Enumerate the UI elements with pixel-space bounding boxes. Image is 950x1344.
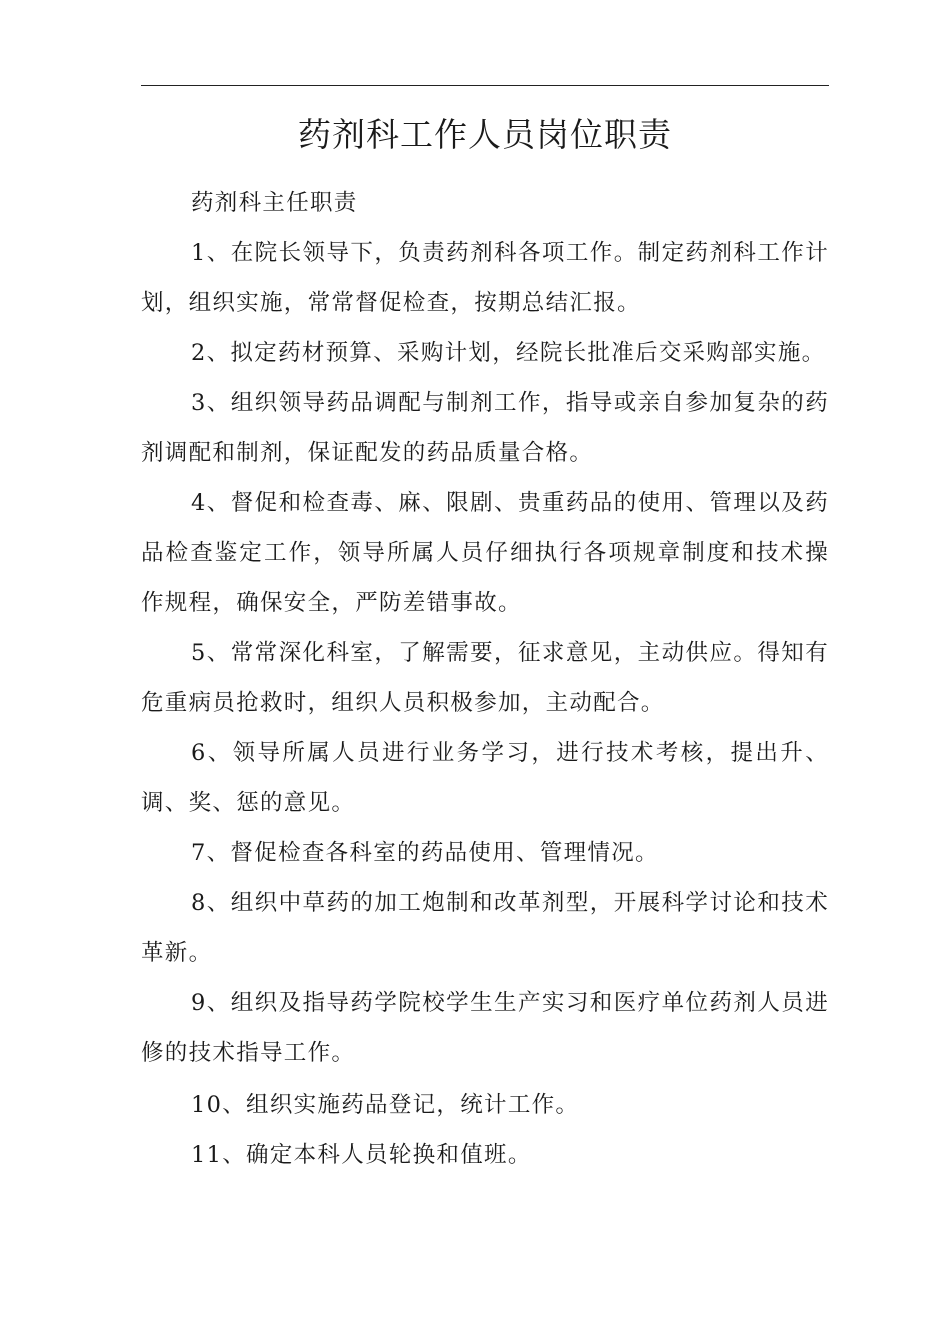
header-rule: [141, 85, 829, 86]
duty-item-7: 7、督促检查各科室的药品使用、管理情况。: [191, 840, 659, 866]
duty-item-1: 1、在院长领导下，负责药剂科各项工作。制定药剂科工作计划，组织实施，常常督促检查，按期总结汇报。: [141, 240, 829, 316]
duty-item-2: 2、拟定药材预算、采购计划，经院长批准后交采购部实施。: [191, 340, 826, 366]
duty-item-5: 5、常常深化科室，了解需要，征求意见，主动供应。得知有危重病员抢救时，组织人员积极参加，主动配合。: [141, 640, 829, 716]
duty-item-10: 10、组织实施药品登记，统计工作。: [191, 1092, 580, 1118]
document-title: 药剂科工作人员岗位职责: [298, 115, 672, 154]
duty-item-8: 8、组织中草药的加工炮制和改革剂型，开展科学讨论和技术革新。: [141, 890, 829, 966]
section-heading: 药剂科主任职责: [191, 190, 358, 216]
document-body: [141, 178, 829, 1180]
duty-item-6: 6、领导所属人员进行业务学习，进行技术考核，提出升、调、奖、惩的意见。: [141, 740, 829, 816]
duty-item-3: 3、组织领导药品调配与制剂工作，指导或亲自参加复杂的药剂调配和制剂，保证配发的药品质量合格。: [141, 390, 829, 466]
duty-item-9: 9、组织及指导药学院校学生生产实习和医疗单位药剂人员进修的技术指导工作。: [141, 990, 829, 1066]
duty-item-11: 11、确定本科人员轮换和值班。: [191, 1142, 532, 1168]
duty-item-4: 4、督促和检查毒、麻、限剧、贵重药品的使用、管理以及药品检查鉴定工作，领导所属人员仔细执行各项规章制度和技术操作规程，确保安全，严防差错事故。: [141, 490, 829, 616]
